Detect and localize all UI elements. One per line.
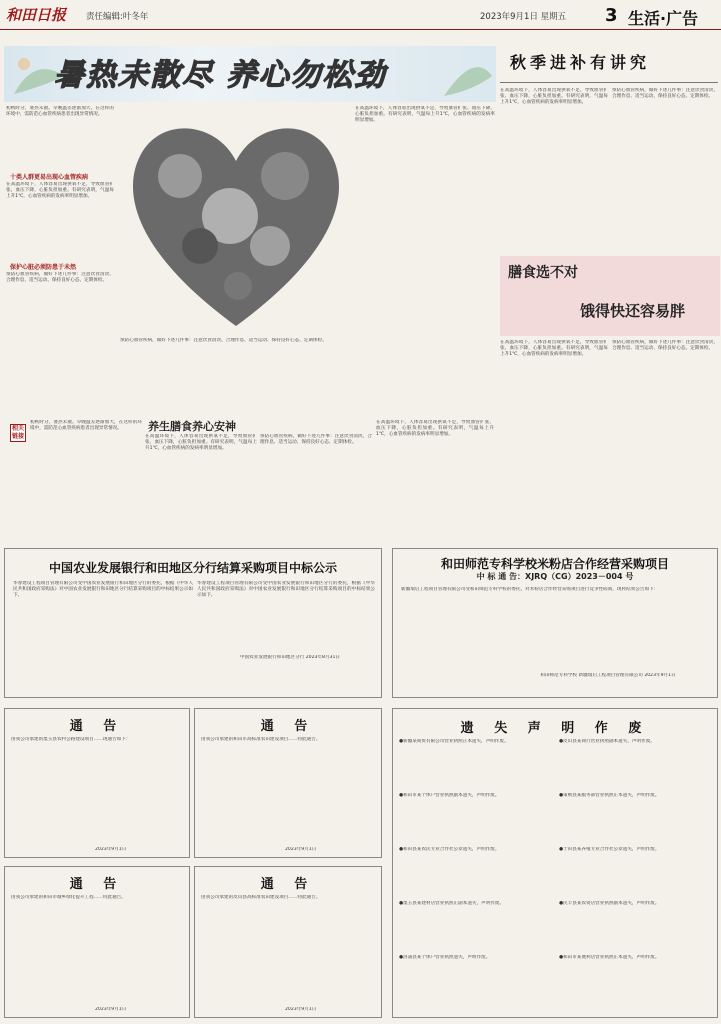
lost-item: ●民丰县某农资店营业执照副本遗失，声明作废。 xyxy=(559,901,660,906)
bank-title: 中国农业发展银行和田地区分行结算采购项目中标公示 xyxy=(48,561,337,575)
sidebar-col-1: 初秋时分，暑热未散。早晚温差逐渐加大，在这样的环境中，需防范心血管疾病患者出现异常情况。 xyxy=(30,420,142,431)
notice-4-body: 由我公司承建的皮山县高标准农田建设项目……特此通告。 xyxy=(201,895,321,900)
poster-line-1: 膳食选不对 xyxy=(508,265,578,281)
heart-fruit-illustration xyxy=(120,116,352,332)
notice-2-sign: 2023年9月1日 xyxy=(285,847,317,852)
notice-2 xyxy=(194,708,382,858)
body-text-1: 在高温环境下，人体容易出现供氧不足，导致血管扩张、血压下降，心脏负担加重。有研究表明，气温每上升1℃，心血管疾病的发病率明显增加。 xyxy=(6,182,114,199)
notice-3-sign: 2023年9月1日 xyxy=(95,1007,127,1012)
college-body: 新疆瑞启工程项目管理有限公司受和田师范专科学校的委托，对米粉店合作经营采购项目进行竞争性磋商，现将结果公告如下： xyxy=(401,587,659,592)
lost-title: 遗 失 声 明 作 废 xyxy=(460,721,650,736)
lost-item: ●墨玉县某建材店营业执照正副本遗失，声明作废。 xyxy=(399,901,505,906)
subheading-2: 保护心脏必须防患于未然 xyxy=(10,264,77,271)
bank-body-2: 华春建设工程项目管理有限公司受中国农业发展银行和田地区分行的委托，根据《中华人民共和国政府采购法》对中国农业发展银行和田地区分行结算采购项目的中标结果公示如下。 xyxy=(197,581,375,598)
lost-declaration xyxy=(392,708,718,1018)
notice-3-body: 由我公司承建的和田市城乡绿化提升工程……特此通告。 xyxy=(11,895,126,900)
bank-announcement xyxy=(4,548,382,698)
notice-4-sign: 2023年9月1日 xyxy=(285,1007,317,1012)
editor-credit: 责任编辑:叶冬年 xyxy=(86,12,149,22)
sidebar-col-2: 在高温环境下，人体容易出现供氧不足，导致血管扩张、血压下降，心脏负担加重。有研究表明，气温每上升1℃，心血管疾病的发病率明显增加。 xyxy=(145,434,257,451)
college-subtitle: 中 标 通 告：XJRQ（CG）2023－004 号 xyxy=(476,572,634,581)
lost-list-left xyxy=(399,739,549,1011)
diet-col-2: 预防心血管疾病，做好下述几件事：注意饮食清淡、合理作息、适当运动、保持良好心态、定期体检。 xyxy=(612,340,718,351)
lost-item: ●和田市某便利店营业执照正本遗失，声明作废。 xyxy=(559,955,660,960)
college-footer: 和田师范专科学校 新疆瑞启工程项目管理有限公司 2023年9月1日 xyxy=(540,673,676,678)
autumn-col-2: 预防心血管疾病，做好下述几件事：注意饮食清淡、合理作息、适当运动、保持良好心态、定期体检。 xyxy=(612,88,718,99)
lost-item: ●和田市某个体户营业执照副本遗失，声明作废。 xyxy=(399,793,500,798)
related-links-tag: 相关链接 xyxy=(11,425,24,440)
notice-3-title: 通 告 xyxy=(69,877,125,892)
lost-item: ●皮山县某商行营业执照副本遗失，声明作废。 xyxy=(559,739,655,744)
lost-list-right xyxy=(559,739,709,1011)
sidebar-col-4: 在高温环境下，人体容易出现供氧不足，导致血管扩张、血压下降，心脏负担加重。有研究表明，气温每上升1℃，心血管疾病的发病率明显增加。 xyxy=(376,420,494,437)
lost-item: ●新疆某商贸有限公司营业执照正本遗失，声明作废。 xyxy=(399,739,509,744)
notice-2-body: 由我公司承建的和田市高标准农田建设项目……特此通告。 xyxy=(201,737,321,742)
poster-line-2: 饿得快还容易胖 xyxy=(580,302,686,320)
lost-item: ●和田县某农民专业合作社公章遗失，声明作废。 xyxy=(399,847,500,852)
autumn-col-1: 在高温环境下，人体容易出现供氧不足，导致血管扩张、血压下降，心脏负担加重。有研究表明，气温每上升1℃，心血管疾病的发病率明显增加。 xyxy=(500,88,608,105)
notice-1-sign: 2023年9月1日 xyxy=(95,847,127,852)
article-column-right: 在高温环境下，人体容易出现供氧不足，导致血管扩张、血压下降，心脏负担加重。有研究表明，气温每上升1℃，心血管疾病的发病率明显增加。 xyxy=(355,106,495,123)
notice-3 xyxy=(4,866,190,1018)
article-banner xyxy=(4,46,496,102)
notice-4 xyxy=(194,866,382,1018)
lost-item: ●洛浦县某个体户营业执照遗失，声明作废。 xyxy=(399,955,491,960)
college-title: 和田师范专科学校米粉店合作经营采购项目 xyxy=(440,557,669,571)
college-announcement xyxy=(392,548,718,698)
issue-date: 2023年9月1日 星期五 xyxy=(480,12,567,22)
autumn-title: 秋季进补有讲究 xyxy=(510,53,651,72)
notice-2-title: 通 告 xyxy=(260,719,316,734)
section-title: 生活·广告 xyxy=(628,9,699,28)
newspaper-logo: 和田日报 xyxy=(6,6,67,24)
notice-1 xyxy=(4,708,190,858)
notice-1-title: 通 告 xyxy=(69,719,125,734)
subheading-1: 十类人群更易出现心血管疾病 xyxy=(10,174,89,181)
body-text-2: 预防心血管疾病，做好下述几件事：注意饮食清淡、合理作息、适当运动、保持良好心态、定期体检。 xyxy=(6,272,114,283)
article-column-lower: 预防心血管疾病，做好下述几件事：注意饮食清淡、合理作息、适当运动、保持良好心态、定期体检。 xyxy=(120,338,327,343)
banner-title: 暑热未散尽 养心勿松劲 xyxy=(54,58,387,93)
page-number: 3 xyxy=(605,5,618,26)
notice-4-title: 通 告 xyxy=(260,877,316,892)
lost-item: ●于田县某养殖专业合作社公章遗失，声明作废。 xyxy=(559,847,660,852)
sidebar-title: 养生膳食养心安神 xyxy=(148,420,236,433)
diet-poster xyxy=(500,256,720,336)
masthead xyxy=(0,0,721,30)
sidebar-col-3: 预防心血管疾病，做好下述几件事：注意饮食清淡、合理作息、适当运动、保持良好心态、定期体检。 xyxy=(260,434,372,445)
bank-footer: 中国农业发展银行和田地区分行 2023年8月31日 xyxy=(239,655,340,660)
notice-1-body: 由我公司承建的墨玉县农村公路建设项目……现通告如下： xyxy=(11,737,131,742)
bank-body-1: 华春建设工程项目管理有限公司受中国农业发展银行和田地区分行的委托，根据《中华人民共和国政府采购法》对中国农业发展银行和田地区分行结算采购项目的中标结果公示如下。 xyxy=(13,581,193,598)
lead-text: 初秋时分，暑热未散。早晚温差逐渐加大，在这样的环境中，需防范心血管疾病患者出现异常情况。 xyxy=(6,106,114,117)
diet-col-1: 在高温环境下，人体容易出现供氧不足，导致血管扩张、血压下降，心脏负担加重。有研究表明，气温每上升1℃，心血管疾病的发病率明显增加。 xyxy=(500,340,608,357)
lost-item: ●策勒县某服务部营业执照正本遗失，声明作废。 xyxy=(559,793,660,798)
